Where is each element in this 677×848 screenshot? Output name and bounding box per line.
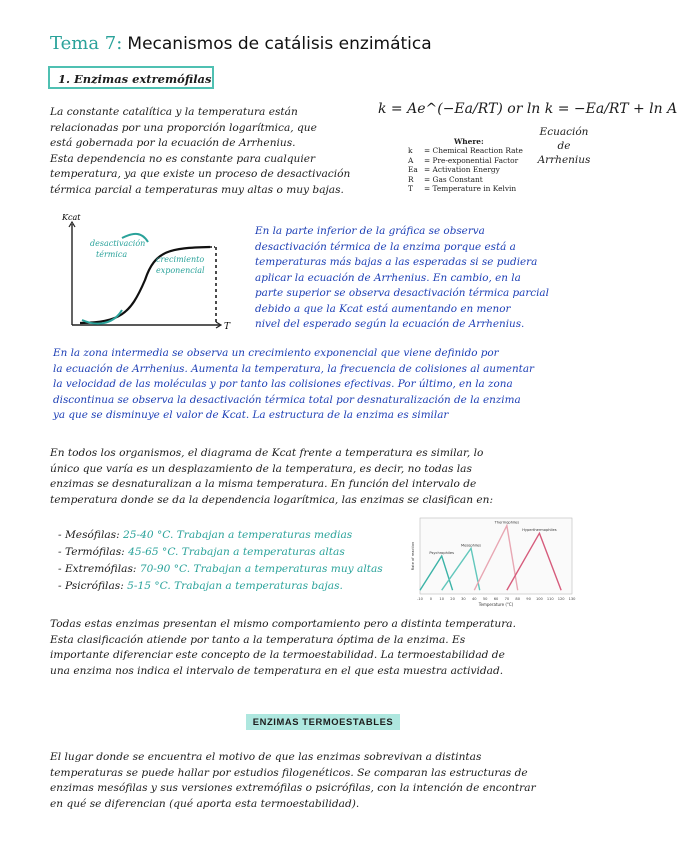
series-label: Thermophiles — [494, 520, 520, 525]
growth-label-2: exponencial — [156, 266, 205, 275]
text-line: En la zona intermedia se observa un crecimiento exponencial que viene definido por — [53, 347, 499, 359]
topic-number: Tema 7: — [50, 33, 123, 54]
text-line: El lugar donde se encuentra el motivo de que las enzimas sobrevivan a distintas — [50, 751, 482, 763]
tick-label: 30 — [461, 597, 466, 601]
arrhenius-equation: k = Ae^(−Ea/RT) or ln k = −Ea/RT + ln A — [378, 101, 677, 117]
subsection-heading: ENZIMAS TERMOESTABLES — [246, 714, 400, 730]
series-label: Mesophiles — [461, 543, 482, 548]
text-line: la ecuación de Arrhenius. Aumenta la temperatura, la frecuencia de colisiones al aumentar — [53, 362, 534, 375]
text-line: enzimas mesófilas y sus versiones extremófilas o psicrófilas, con la intención de encontrar — [50, 782, 536, 794]
tick-label: 0 — [429, 597, 433, 601]
intermediate-zone-paragraph — [53, 346, 534, 424]
list-item: - Psicrófilas: 5-15 °C. Trabajan a temperaturas bajas. — [58, 580, 343, 592]
text-line: desactivación térmica de la enzima porque está a — [255, 240, 516, 253]
enzyme-classification-list — [58, 527, 383, 595]
text-line: único que varía es un desplazamiento de la temperatura, es decir, no todas las — [50, 462, 472, 475]
text-line: en qué se diferencian (qué aporta esta termoestabilidad). — [50, 797, 360, 810]
page-title — [50, 33, 432, 54]
text-line: Esta dependencia no es constante para cualquier — [50, 152, 316, 165]
text-line: importante diferenciar este concepto de la termoestabilidad. La termoestabilidad de — [50, 649, 505, 661]
series-label: Hyperthermophiles — [522, 528, 557, 533]
tick-label: 130 — [568, 597, 576, 601]
text-line: temperaturas se puede hallar por estudios filogenéticos. Se comparan las estructuras de — [50, 766, 528, 779]
text-line: temperaturas más bajas a las esperadas si se pudiera — [255, 256, 538, 268]
tick-label: 70 — [504, 597, 510, 601]
text-line: Esta clasificación atiende por tanto a la temperatura óptima de la enzima. Es — [50, 633, 466, 646]
text-line: relacionadas por una proporción logarítmica, que — [50, 121, 317, 134]
list-item: - Mesófilas: 25-40 °C. Trabajan a temperaturas medias — [58, 529, 353, 541]
text-line: térmica parcial a temperaturas muy altas o muy bajas. — [50, 183, 344, 196]
text-line: En todos los organismos, el diagrama de Kcat frente a temperatura es similar, lo — [50, 447, 484, 459]
intro-paragraph — [50, 105, 350, 198]
organisms-paragraph — [50, 446, 493, 508]
tick-label: 100 — [535, 597, 543, 601]
legend-where: Where: — [454, 137, 484, 146]
y-axis-label: Kcat — [62, 213, 81, 222]
tick-label: 40 — [471, 597, 477, 601]
text-line: nivel del esperado según la ecuación de Arrhenius. — [255, 318, 525, 330]
section-heading: 1. Enzimas extremófilas — [48, 66, 214, 89]
tick-label: 120 — [557, 597, 565, 601]
legend-row: T = Temperature in Kelvin — [408, 184, 517, 194]
text-line: discontinua se observa la desactivación térmica total por desnaturalización de la enzima — [53, 393, 521, 406]
text-line: debido a que la Kcat está aumentando en menor — [255, 302, 511, 315]
topic-title: Mecanismos de catálisis enzimática — [127, 34, 432, 54]
text-line: ya que se disminuye el valor de Kcat. La estructura de la enzima es similar — [53, 409, 449, 421]
tick-label: 80 — [515, 597, 521, 601]
text-line: enzimas se desnaturalizan a la misma temperatura. En función del intervalo de — [50, 478, 477, 490]
tick-label: 110 — [546, 597, 554, 601]
desact-label-1: desactivación — [90, 239, 146, 248]
x-axis-label: Temperature (°C) — [478, 602, 514, 607]
legend-row: Ea = Activation Energy — [408, 165, 500, 175]
arrhenius-formula-panel — [372, 97, 677, 201]
temperature-rate-chart — [410, 512, 576, 612]
text-line: está gobernada por la ecuación de Arrhenius. — [50, 137, 296, 149]
series-label: Psychrophiles — [429, 551, 455, 555]
optimum-temperature-paragraph — [50, 617, 516, 679]
text-line: temperatura, ya que existe un proceso de desactivación — [50, 168, 351, 180]
legend-row: A = Pre-exponential Factor — [408, 155, 519, 165]
x-axis-label: T — [224, 322, 231, 332]
tick-label: 60 — [493, 597, 499, 601]
tick-label: 90 — [526, 597, 531, 601]
tick-label: 20 — [450, 597, 455, 601]
legend-row: R = Gas Constant — [408, 174, 483, 184]
text-line: una enzima nos indica el intervalo de temperatura en el que esta muestra actividad. — [50, 664, 504, 677]
list-item: - Termófilas: 45-65 °C. Trabajan a temperaturas altas — [58, 546, 345, 558]
text-line: temperatura donde se da la dependencia logarítmica, las enzimas se clasifican en: — [50, 493, 494, 506]
legend-row: k = Chemical Reaction Rate — [408, 146, 523, 156]
list-item: - Extremófilas: 70-90 °C. Trabajan a temperaturas muy altas — [58, 563, 383, 575]
tick-label: 10 — [439, 597, 445, 601]
kcat-vs-temperature-sketch — [60, 210, 240, 335]
desact-label-2: térmica — [96, 250, 128, 259]
growth-label-1: crecimiento — [156, 255, 205, 264]
text-line: aplicar la ecuación de Arrhenius. En cambio, en la — [255, 271, 521, 284]
text-line: Todas estas enzimas presentan el mismo comportamiento pero a distinta temperatura. — [50, 618, 516, 630]
arrhenius-note: Ecuación de Arrhenius — [537, 126, 591, 166]
phylogenetic-paragraph — [50, 750, 536, 812]
y-axis-label: Rate of reaction — [411, 541, 415, 571]
tick-label: 50 — [482, 597, 488, 601]
text-line: La constante catalítica y la temperatura están — [50, 106, 298, 118]
text-line: parte superior se observa desactivación térmica parcial — [255, 287, 549, 299]
text-line: En la parte inferior de la gráfica se observa — [255, 225, 485, 237]
tick-label: -10 — [417, 597, 423, 601]
graph-explanation-paragraph — [255, 224, 549, 333]
text-line: la velocidad de las moléculas y por tanto las colisiones efectivas. Por último, en la zona — [53, 378, 513, 390]
formula-legend — [408, 137, 523, 193]
